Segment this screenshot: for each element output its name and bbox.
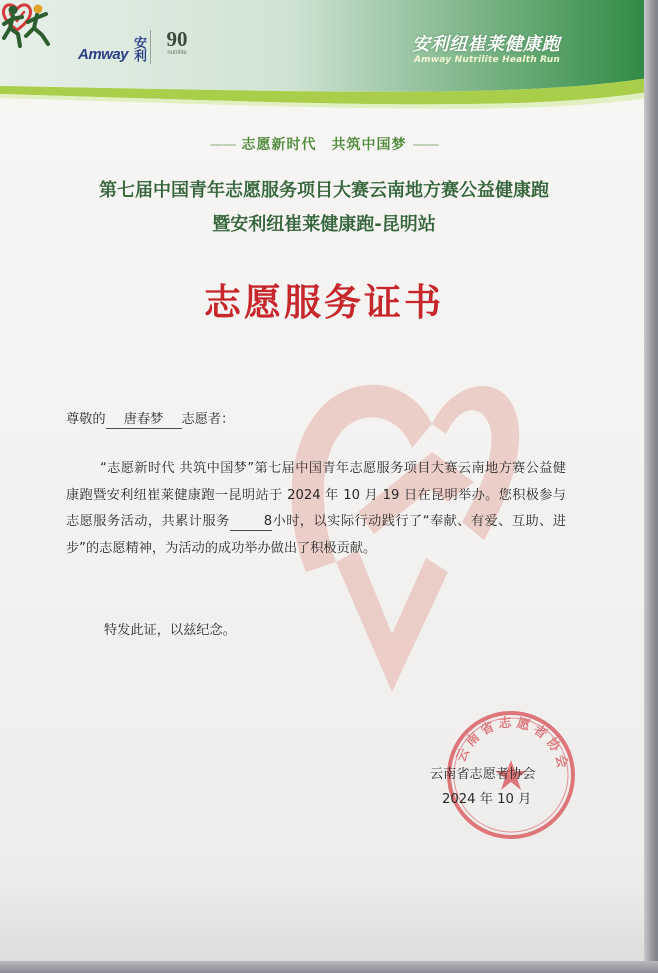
event-title-line-1: 第七届中国青年志愿服务项目大赛云南地方赛公益健康跑: [99, 180, 549, 201]
certificate-title: 志愿服务证书: [204, 280, 444, 324]
slogan-left-dash: ——: [209, 137, 236, 153]
health-run-title-cn: 安利纽崔莱健康跑: [412, 34, 560, 55]
greeting-prefix: 尊敬的: [66, 412, 106, 427]
body-text-part-1: “志愿新时代 共筑中国梦”第七届中国青年志愿服务项目大赛云南地方赛公益健康跑暨安利纽崔莱健康跑一昆明站于 2024 年 10 月 19 日在昆明举办。您积极参与志愿服务活动，共累计服务: [66, 461, 566, 529]
health-run-title-en: Amway Nutrilite Health Run: [413, 55, 560, 65]
amway-logo: [78, 34, 145, 64]
closing-text: 特发此证，以兹纪念。: [104, 623, 236, 638]
greeting-line: [66, 408, 234, 429]
runner-icon: [0, 0, 56, 52]
service-hours: 8: [230, 513, 272, 531]
photo-background-edge-bottom: [0, 961, 658, 973]
slogan-text: 志愿新时代 共筑中国梦: [241, 137, 407, 153]
issuer-name: 云南省志愿者协会: [430, 767, 536, 782]
certificate-body: [66, 456, 566, 562]
body-text-part-2: 小时，以实际行动践行了“奉献、有爱、互助、进步”的志愿精神，为活动的成功举办做出了积极贡献。: [66, 514, 566, 556]
recipient-name: 唐春梦: [106, 411, 182, 429]
slogan-line: [0, 134, 648, 154]
paper-bottom-shade: [0, 880, 648, 964]
amway-logo-text: Amway: [78, 46, 129, 63]
header-banner: [0, 0, 648, 112]
nutrilite-brand-text: nutrilite: [167, 50, 187, 56]
event-title: [40, 174, 608, 242]
event-title-line-2: 暨安利纽崔莱健康跑-昆明站: [212, 214, 436, 235]
svg-text:云南省志愿者协会: 云南省志愿者协会: [453, 715, 571, 774]
greeting-suffix: 志愿者：: [181, 412, 235, 427]
slogan-right-dash: ——: [412, 137, 439, 153]
photo-background-edge-right: [644, 0, 658, 973]
amway-logo-cn: 安利: [131, 36, 147, 62]
nutrilite-90-logo: [156, 28, 198, 66]
issue-date: 2024 年 10 月: [442, 792, 532, 807]
nutrilite-anniversary-number: 90: [166, 27, 188, 51]
logo-divider: [150, 30, 151, 64]
